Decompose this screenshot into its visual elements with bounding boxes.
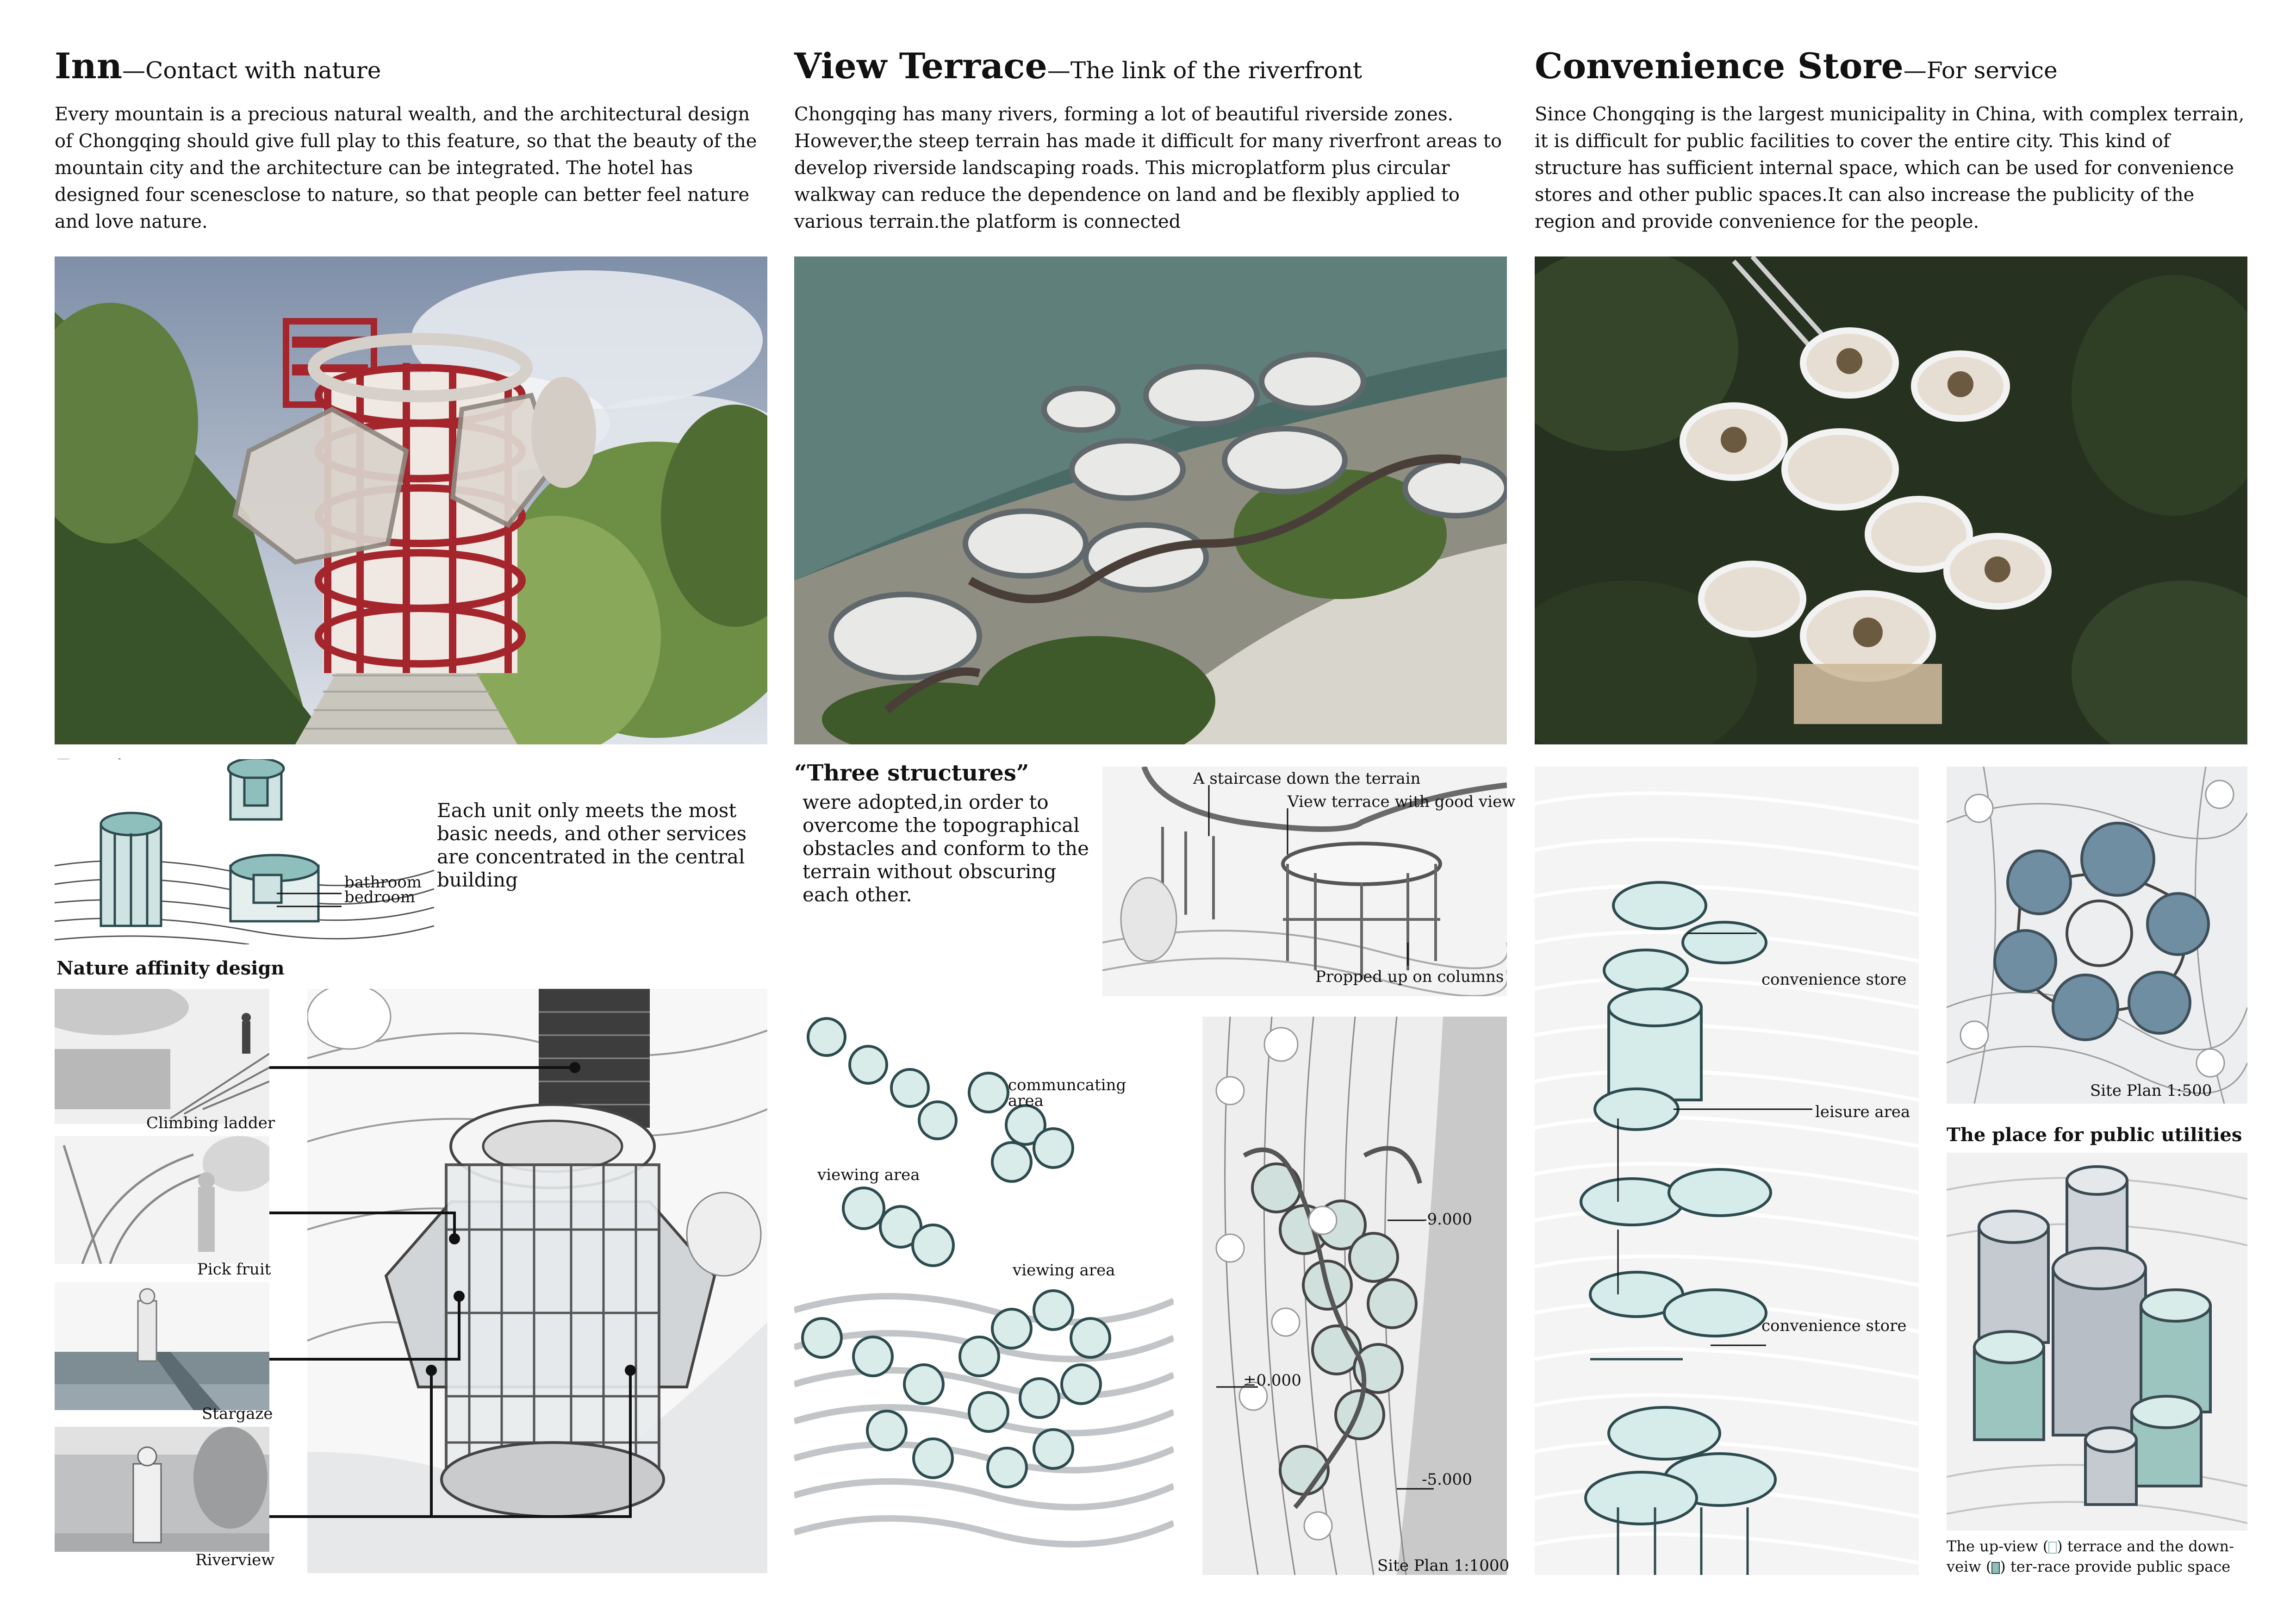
store-description: Since Chongqing is the largest municipality in China, with complex terrain, it is difficult for public facilities to cover the entire city. This kind of structure has sufficient internal space, which can be used for convenience stores and other public spaces.It can also increase the publicity of the region and provide convenience for the people. (1535, 104, 2245, 232)
terrace-site-plan-scale: Site Plan 1:1000 (1377, 1556, 1510, 1575)
store-exploded-axon (1535, 767, 1919, 1575)
store-title-main: Convenience Store (1535, 45, 1904, 87)
scene-label-pick-fruit: Pick fruit (197, 1260, 271, 1279)
scene-label-riverview: Riverview (195, 1551, 275, 1569)
utilities-caption-part4: ) ter-race provide public space (2000, 1558, 2231, 1575)
elevation-zero: ±0.000 (1243, 1371, 1301, 1390)
inn-description: Every mountain is a precious natural wealth, and the architectural design of Chongqing should give full play to this feature, so that the beauty of the mountain city and the architecture can be integrated. The hotel has designed four scenesclose to nature, so that people can better feel nature and love nature. (55, 104, 757, 232)
utilities-heading: The place for public utilities (1947, 1124, 2242, 1146)
inn-render-photo (55, 256, 767, 744)
plan-label-viewing-area-2: viewing area (1013, 1261, 1115, 1280)
utilities-caption-part3: veiw ( (1947, 1558, 1992, 1575)
section-label-columns: Propped up on columns (1315, 968, 1504, 986)
utilities-caption (1947, 1536, 2247, 1577)
exploded-label-convenience-store-2: convenience store (1761, 1317, 1907, 1335)
structures-text: were adopted,in order to overcome the topographical obstacles and conform to the terrain without obscuring each other. (803, 791, 1089, 906)
terrace-structures-diagram (794, 1014, 1174, 1575)
nature-heading: Nature affinity design (56, 957, 285, 979)
scene-label-stargaze: Stargaze (202, 1405, 273, 1423)
plan-label-viewing-area-1: viewing area (817, 1166, 920, 1184)
inn-subtitle: —Contact with nature (122, 57, 381, 84)
terrace-description: Chongqing has many rivers, forming a lot of beautiful riverside zones. However,the steep terrain has made it difficult for many riverfront areas to develop riverside landscaping roads. This microplatform plus circular walkway can reduce the dependence on land and be flexibly applied to various terrain.the platform is connected (794, 104, 1502, 232)
scene-pick-fruit (55, 1136, 269, 1264)
scene-riverview (55, 1427, 269, 1552)
plan-label-area: area (1008, 1092, 1044, 1110)
utilities-axon-drawing (1947, 1153, 2247, 1530)
plan-label-communcating: communcating (1008, 1076, 1126, 1094)
elevation-minus-9: -9.000 (1422, 1210, 1472, 1229)
store-site-plan (1947, 767, 2247, 1104)
function-text: Each unit only meets the most basic needs, and other services are concentrated in the central building (437, 799, 747, 891)
terrace-render-photo (794, 256, 1507, 744)
terrace-title-main: View Terrace (794, 45, 1047, 87)
store-title (1535, 45, 2058, 87)
elevation-minus-5: -5.000 (1422, 1470, 1472, 1489)
terrace-site-plan (1202, 1017, 1510, 1575)
nature-connector-lines (269, 1018, 686, 1528)
inn-title-main: Inn (55, 45, 123, 87)
section-label-staircase: A staircase down the terrain (1193, 769, 1421, 788)
exploded-label-leisure-area: leisure area (1815, 1103, 1910, 1121)
function-label-bathroom: bathroom (344, 873, 422, 892)
up-view-swatch (2048, 1542, 2057, 1554)
function-diagram (55, 759, 434, 944)
function-label-bedroom: bedroom (344, 888, 416, 906)
store-subtitle: —For service (1903, 57, 2058, 84)
scene-stargaze (55, 1282, 269, 1410)
scene-label-climbing-ladder: Climbing ladder (146, 1114, 275, 1132)
store-render-photo (1535, 256, 2247, 744)
store-site-plan-scale: Site Plan 1:500 (2090, 1081, 2212, 1100)
utilities-caption-part1: The up-view ( (1947, 1537, 2049, 1555)
down-view-swatch (1991, 1562, 2000, 1574)
terrace-subtitle: —The link of the riverfront (1047, 57, 1363, 84)
structures-heading: “Three structures” (794, 760, 1029, 786)
utilities-caption-part2: ) terrace and the down- (2057, 1537, 2234, 1555)
terrace-title (794, 45, 1362, 87)
inn-title (55, 45, 381, 87)
section-label-view-terrace: View terrace with good view (1288, 793, 1516, 811)
scene-climbing-ladder (55, 989, 269, 1124)
exploded-label-convenience-store-1: convenience store (1761, 970, 1907, 989)
